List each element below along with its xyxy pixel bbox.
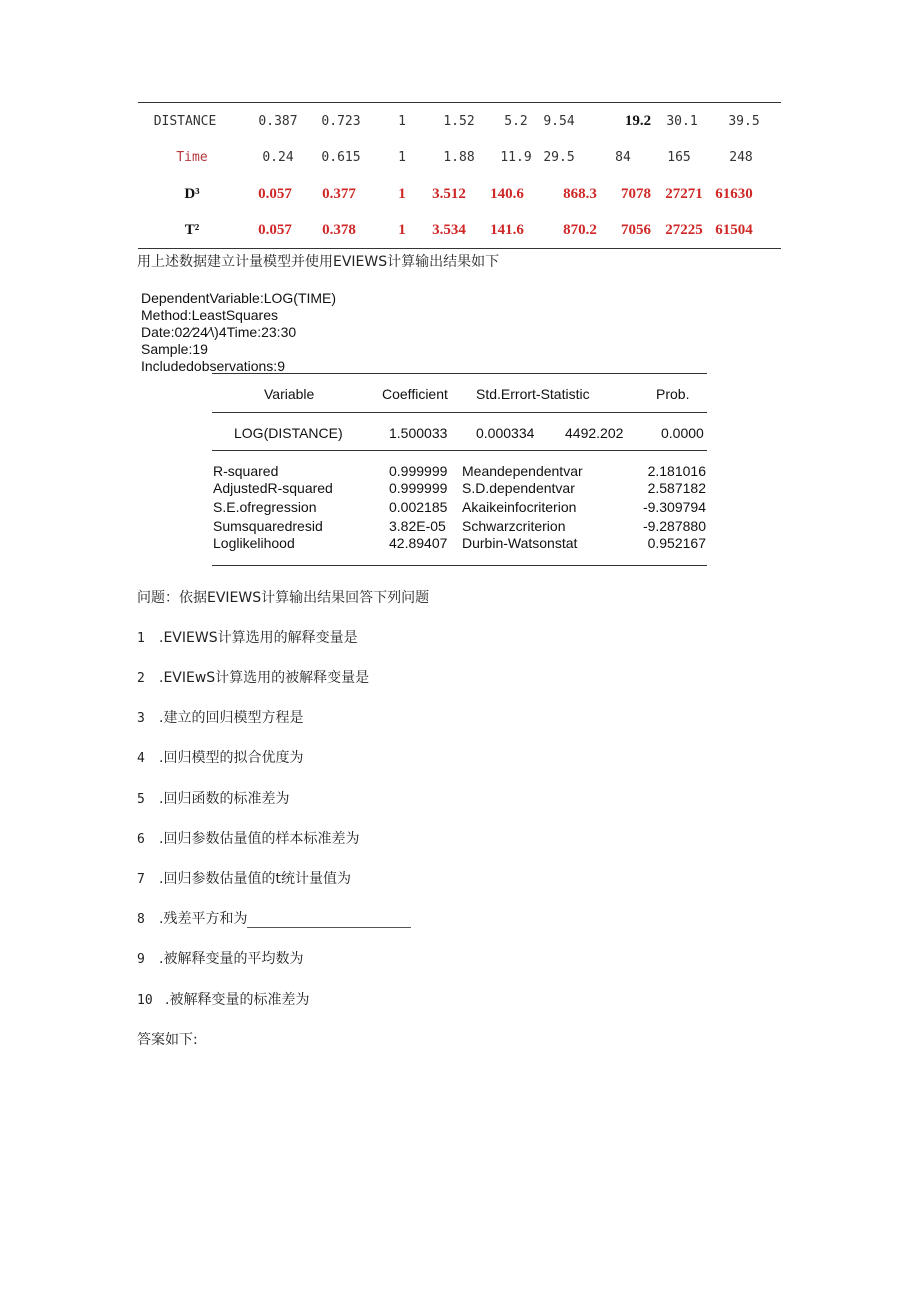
question-intro: 问题：依据EVIEWS计算输出结果回答下列问题 [137, 590, 430, 606]
stat-value: 42.89407 [389, 535, 448, 551]
table-cell: 27271 [665, 186, 703, 202]
eviews-method: Method:LeastSquares [141, 307, 278, 323]
question-text: .回归函数的标准差为 [159, 791, 290, 807]
stat-value: 2.587182 [647, 480, 706, 496]
table-cell: 30.1 [666, 114, 698, 129]
coef-stderr: 0.000334 [476, 425, 535, 441]
table-cell: 870.2 [563, 222, 597, 238]
table-cell: 3.534 [432, 222, 466, 238]
stat-label: Schwarzcriterion [462, 518, 566, 534]
table-row-distance [138, 114, 781, 134]
table-cell: 1 [398, 114, 406, 129]
question-number: 3 [137, 711, 145, 726]
question-item [137, 948, 303, 968]
table-cell: 84 [615, 150, 631, 165]
question-text: .建立的回归模型方程是 [159, 710, 304, 726]
table-top-rule [138, 102, 781, 103]
table-row-time [138, 150, 781, 170]
eviews-date: Date:02⁄24⁄\)4Time:23:30 [141, 324, 297, 340]
table-cell: 39.5 [728, 114, 760, 129]
table-cell: 0.615 [321, 150, 361, 165]
answer-blank [247, 913, 411, 928]
question-text: .残差平方和为 [159, 911, 248, 927]
question-number: 7 [137, 872, 145, 887]
question-number: 8 [137, 912, 145, 927]
question-number: 5 [137, 792, 145, 807]
table-cell: 0.377 [322, 186, 356, 202]
stat-value: 0.952167 [647, 535, 706, 551]
coef-table-header-rule [212, 412, 707, 413]
question-item [137, 788, 289, 808]
table-cell: 27225 [665, 222, 703, 238]
question-number: 1 [137, 631, 145, 646]
question-item [137, 868, 351, 888]
table-cell: 7078 [621, 186, 651, 202]
question-number: 10 [137, 993, 153, 1008]
table-cell: 3.512 [432, 186, 466, 202]
table-cell: 11.9 [500, 150, 532, 165]
table-cell: 165 [667, 150, 691, 165]
table-cell: 1.88 [443, 150, 475, 165]
table-bottom-rule [138, 248, 781, 249]
coef-prob: 0.0000 [661, 425, 704, 441]
stat-label: R-squared [213, 463, 279, 479]
row-label: Time [176, 150, 208, 165]
intro-text: 用上述数据建立计量模型并使用EVIEWS计算输出结果如下 [137, 254, 500, 270]
coef-tstat: 4492.202 [565, 425, 624, 441]
coef-table-top-rule [212, 373, 707, 374]
table-cell: 140.6 [490, 186, 524, 202]
row-label: T² [184, 222, 200, 238]
coef-variable: LOG(DISTANCE) [234, 425, 343, 441]
header-stderr-tstat: Std.Errort-Statistic [476, 386, 590, 402]
question-text: .回归参数估量值的样本标准差为 [159, 831, 360, 847]
table-cell: 0.378 [322, 222, 356, 238]
question-text: .回归模型的拟合优度为 [159, 750, 304, 766]
table-cell: 19.2 [624, 113, 652, 129]
table-cell: 61630 [715, 186, 753, 202]
table-cell: 5.2 [504, 114, 528, 129]
question-item [137, 747, 303, 767]
question-item [137, 667, 369, 687]
stat-value: 0.999999 [389, 480, 448, 496]
table-cell: 0.24 [262, 150, 294, 165]
eviews-sample: Sample:19 [141, 341, 208, 357]
stat-value: 0.999999 [389, 463, 448, 479]
answer-label: 答案如下: [137, 1032, 198, 1048]
stat-value: -9.287880 [642, 518, 706, 534]
coef-value: 1.500033 [389, 425, 448, 441]
question-item [137, 707, 303, 727]
row-label: D³ [184, 186, 200, 202]
table-cell: 1 [398, 222, 406, 238]
table-cell: 9.54 [543, 114, 575, 129]
question-number: 9 [137, 952, 145, 967]
question-number: 4 [137, 751, 145, 766]
question-item [137, 828, 359, 848]
table-cell: 248 [729, 150, 753, 165]
stat-value: 2.181016 [647, 463, 706, 479]
question-number: 6 [137, 832, 145, 847]
question-item [137, 989, 309, 1009]
table-cell: 141.6 [490, 222, 524, 238]
table-cell: 1.52 [443, 114, 475, 129]
question-text: .被解释变量的标准差为 [165, 992, 310, 1008]
stat-label: AdjustedR-squared [213, 480, 333, 496]
stat-value: -9.309794 [642, 499, 706, 515]
coef-table-bottom-rule [212, 565, 707, 566]
table-cell: 7056 [621, 222, 651, 238]
eviews-included-observations: Includedobservations:9 [141, 358, 285, 374]
table-cell: 0.057 [258, 222, 292, 238]
eviews-dependent-variable: DependentVariable:LOG(TIME) [141, 290, 337, 306]
stat-label: Akaikeinfocriterion [462, 499, 577, 515]
header-coefficient: Coefficient [382, 386, 448, 402]
question-item [137, 627, 358, 647]
stat-label: S.E.ofregression [213, 499, 317, 515]
stat-label: Sumsquaredresid [213, 518, 323, 534]
question-text: .被解释变量的平均数为 [159, 951, 304, 967]
table-cell: 0.057 [258, 186, 292, 202]
table-cell: 1 [398, 186, 406, 202]
table-cell: 29.5 [543, 150, 575, 165]
table-cell: 0.387 [258, 114, 298, 129]
question-text: .EVIEWS计算选用的解释变量是 [159, 630, 358, 646]
table-row-d3 [138, 186, 781, 206]
question-text: .EVIEwS计算选用的被解释变量是 [159, 670, 370, 686]
table-cell: 61504 [715, 222, 753, 238]
stat-label: Meandependentvar [462, 463, 583, 479]
question-text: .回归参数估量值的t统计量值为 [159, 871, 351, 887]
stat-label: S.D.dependentvar [462, 480, 575, 496]
table-row-t2 [138, 222, 781, 242]
coef-table-mid-rule [212, 450, 707, 451]
header-variable: Variable [264, 386, 315, 402]
header-prob: Prob. [656, 386, 690, 402]
table-cell: 0.723 [321, 114, 361, 129]
stat-label: Durbin-Watsonstat [462, 535, 578, 551]
row-label: DISTANCE [153, 114, 217, 129]
stat-label: Loglikelihood [213, 535, 295, 551]
question-number: 2 [137, 671, 145, 686]
stat-value: 0.002185 [389, 499, 448, 515]
table-cell: 1 [398, 150, 406, 165]
question-item [137, 908, 411, 928]
table-cell: 868.3 [563, 186, 597, 202]
stat-value: 3.82E-05 [389, 518, 446, 534]
